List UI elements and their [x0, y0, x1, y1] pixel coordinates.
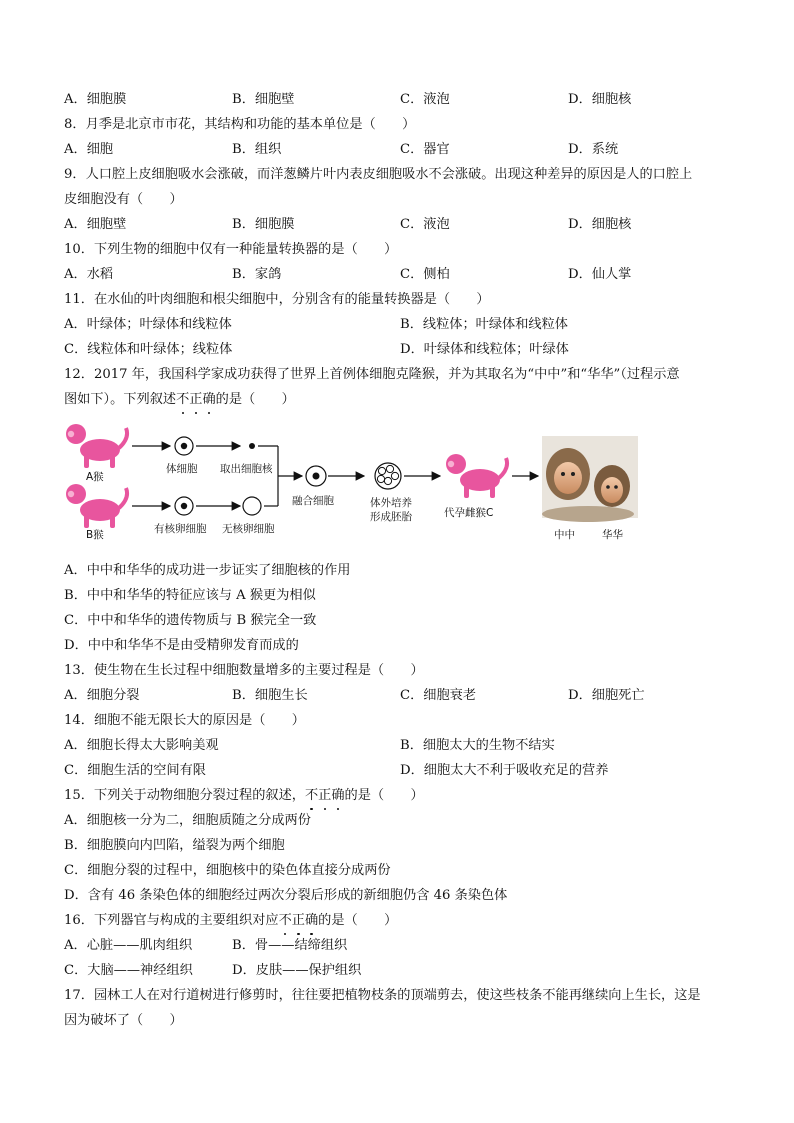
q11-option-a[interactable]: A．叶绿体；叶绿体和线粒体 — [64, 317, 232, 332]
egg-cell-label: 有核卵细胞 — [154, 523, 207, 535]
culture-label-line1: 体外培养 — [370, 497, 412, 509]
q9-option-a[interactable]: A．细胞壁 — [64, 217, 127, 232]
q7-option-a[interactable]: A．细胞膜 — [64, 92, 127, 107]
enucleated-egg-icon — [243, 497, 261, 515]
monkey-a-icon — [66, 424, 127, 468]
q15-stem — [64, 786, 424, 806]
q7-option-c[interactable]: C．液泡 — [400, 92, 450, 107]
fused-cell-icon — [306, 466, 326, 486]
q9-option-d[interactable]: D．细胞核 — [568, 217, 632, 232]
surrogate-label: 代孕雌猴C — [444, 507, 494, 519]
q15-option-d[interactable]: D．含有 46 条染色体的细胞经过两次分裂后形成的新细胞仍含 46 条染色体 — [64, 888, 508, 903]
q13-options — [64, 686, 724, 706]
q16-option-c[interactable]: C．大脑——神经组织 — [64, 963, 193, 978]
monkey-a-label: A猴 — [86, 471, 104, 483]
q12-stem-line2 — [64, 390, 295, 410]
q11-options-row2 — [64, 340, 724, 360]
q16-emphasis-char: 正 — [292, 911, 305, 931]
q12-stem-pre: 图如下）。下列叙述 — [64, 392, 177, 407]
q13-option-a[interactable]: A．细胞分裂 — [64, 688, 140, 703]
q7-options — [64, 90, 724, 110]
q16-stem — [64, 911, 397, 931]
cloning-process-diagram — [64, 420, 664, 550]
take-nucleus-label: 取出细胞核 — [220, 463, 273, 475]
q14-option-d[interactable]: D．细胞太大不利于吸收充足的营养 — [400, 763, 609, 778]
q14-option-a[interactable]: A．细胞长得太大影响美观 — [64, 738, 219, 753]
q10-option-c[interactable]: C．侧柏 — [400, 267, 450, 282]
q15-stem-post: 的是（ ） — [344, 788, 424, 803]
q16-option-b[interactable]: B．骨——结缔组织 — [232, 938, 348, 953]
q16-emphasis-char: 确 — [305, 911, 318, 931]
q12-emphasis-char: 正 — [189, 390, 202, 410]
q17-stem-line1: 17．园林工人在对行道树进行修剪时，往往要把植物枝条的顶端剪去，使这些枝条不能再继续向上生长，这是 — [64, 988, 701, 1003]
cloned-monkeys-photo — [542, 436, 638, 522]
q8-option-a[interactable]: A．细胞 — [64, 142, 114, 157]
q9-options — [64, 215, 724, 235]
q12-stem-post: 的是（ ） — [215, 392, 295, 407]
q12-stem-line1: 12．2017 年，我国科学家成功获得了世界上首例体细胞克隆猴，并为其取名为“中中”和“华华”（过程示意 — [64, 367, 680, 382]
q10-options — [64, 265, 724, 285]
q12-option-c[interactable]: C．中中和华华的遗传物质与 B 猴完全一致 — [64, 613, 317, 628]
q11-options-row1 — [64, 315, 724, 335]
monkey-b-icon — [66, 484, 127, 528]
q16-emphasis-char: 不 — [279, 911, 292, 931]
q7-option-d[interactable]: D．细胞核 — [568, 92, 632, 107]
q15-emphasis-char: 不 — [305, 786, 318, 806]
q8-stem: 8．月季是北京市市花，其结构和功能的基本单位是（ ） — [64, 117, 416, 132]
q15-emphasis-char: 确 — [331, 786, 344, 806]
q14-options-row2 — [64, 761, 724, 781]
q10-stem: 10．下列生物的细胞中仅有一种能量转换器的是（ ） — [64, 242, 398, 257]
q13-option-b[interactable]: B．细胞生长 — [232, 688, 308, 703]
q8-options — [64, 140, 724, 160]
q16-option-a[interactable]: A．心脏——肌肉组织 — [64, 938, 193, 953]
q10-option-d[interactable]: D．仙人掌 — [568, 267, 632, 282]
q15-stem-pre: 15．下列关于动物细胞分裂过程的叙述， — [64, 788, 305, 803]
q15-option-c[interactable]: C．细胞分裂的过程中，细胞核中的染色体直接分成两份 — [64, 863, 391, 878]
monkey-c-icon — [446, 454, 507, 498]
q9-option-b[interactable]: B．细胞膜 — [232, 217, 295, 232]
q11-option-b[interactable]: B．线粒体；叶绿体和线粒体 — [400, 317, 568, 332]
q14-options-row1 — [64, 736, 724, 756]
q15-option-b[interactable]: B．细胞膜向内凹陷，缢裂为两个细胞 — [64, 838, 285, 853]
q16-options-row2 — [64, 961, 724, 981]
q8-option-b[interactable]: B．组织 — [232, 142, 282, 157]
nucleus-icon — [249, 443, 255, 449]
q14-option-c[interactable]: C．细胞生活的空间有限 — [64, 763, 206, 778]
q10-option-a[interactable]: A．水稻 — [64, 267, 114, 282]
body-cell-icon — [175, 437, 193, 455]
baby1-label: 中中 — [554, 529, 575, 541]
body-cell-label: 体细胞 — [166, 463, 198, 475]
q12-emphasis-char: 确 — [202, 390, 215, 410]
q13-option-d[interactable]: D．细胞死亡 — [568, 688, 645, 703]
fused-cell-label: 融合细胞 — [292, 495, 334, 507]
q15-option-a[interactable]: A．细胞核一分为二，细胞质随之分成两份 — [64, 813, 311, 828]
q8-option-d[interactable]: D．系统 — [568, 142, 619, 157]
q14-option-b[interactable]: B．细胞太大的生物不结实 — [400, 738, 555, 753]
q12-emphasis-char: 不 — [176, 390, 189, 410]
q15-emphasis-char: 正 — [318, 786, 331, 806]
q12-option-a[interactable]: A．中中和华华的成功进一步证实了细胞核的作用 — [64, 563, 351, 578]
q7-option-b[interactable]: B．细胞壁 — [232, 92, 295, 107]
q9-option-c[interactable]: C．液泡 — [400, 217, 450, 232]
q12-option-d[interactable]: D．中中和华华不是由受精卵发育而成的 — [64, 638, 299, 653]
q16-stem-pre: 16．下列器官与构成的主要组织对应 — [64, 913, 279, 928]
q9-stem-line1: 9．人口腔上皮细胞吸水会涨破，而洋葱鳞片叶内表皮细胞吸水不会涨破。出现这种差异的原因是人的口腔上 — [64, 167, 693, 182]
enucleated-egg-label: 无核卵细胞 — [222, 523, 275, 535]
q16-stem-post: 的是（ ） — [318, 913, 398, 928]
baby2-label: 华华 — [602, 529, 623, 541]
q10-option-b[interactable]: B．家鸽 — [232, 267, 282, 282]
q14-stem: 14．细胞不能无限长大的原因是（ ） — [64, 713, 305, 728]
q13-option-c[interactable]: C．细胞衰老 — [400, 688, 477, 703]
q11-option-c[interactable]: C．线粒体和叶绿体；线粒体 — [64, 342, 233, 357]
q13-stem: 13．使生物在生长过程中细胞数量增多的主要过程是（ ） — [64, 663, 424, 678]
culture-label-line2: 形成胚胎 — [370, 511, 412, 523]
q16-options-row1 — [64, 936, 724, 956]
q8-option-c[interactable]: C．器官 — [400, 142, 450, 157]
embryo-icon — [375, 463, 401, 489]
monkey-b-label: B猴 — [86, 529, 104, 541]
q12-option-b[interactable]: B．中中和华华的特征应该与 A 猴更为相似 — [64, 588, 316, 603]
egg-cell-icon — [175, 497, 193, 515]
q16-option-d[interactable]: D．皮肤——保护组织 — [232, 963, 362, 978]
q11-option-d[interactable]: D．叶绿体和线粒体；叶绿体 — [400, 342, 569, 357]
q17-stem-line2: 因为破坏了（ ） — [64, 1013, 183, 1028]
q11-stem: 11．在水仙的叶肉细胞和根尖细胞中，分别含有的能量转换器是（ ） — [64, 292, 490, 307]
q9-stem-line2: 皮细胞没有（ ） — [64, 192, 183, 207]
